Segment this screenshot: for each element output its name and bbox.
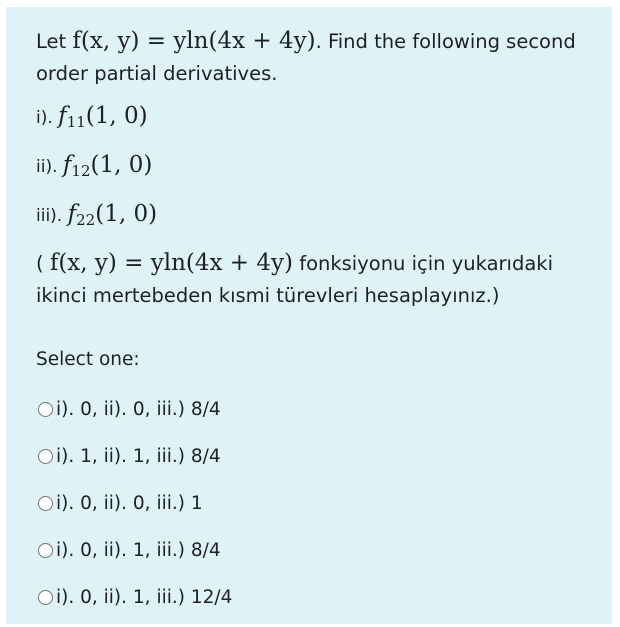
question-intro: Let f(x, y) = yln(4x + 4y). Find the following second order partial derivatives. (36, 28, 576, 85)
question-turkish: ( f(x, y) = yln(4x + 4y) fonksiyonu için yukarıdaki ikinci mertebeden kısmi türevleri hesaplayınız.) (36, 250, 553, 307)
answer-option-5[interactable] (36, 574, 592, 621)
function-definition: f(x, y) = yln(4x + 4y) (72, 28, 316, 54)
answer-option-2[interactable] (36, 433, 592, 480)
radio-button-icon[interactable] (38, 402, 53, 417)
radio-button-icon[interactable] (38, 496, 53, 511)
item-iii: iii). $f_{22}(1$, 0) (36, 201, 158, 229)
answer-option-label[interactable]: i). 0, ii). 0, iii.) 1 (56, 493, 203, 514)
answer-options (36, 386, 592, 621)
answer-option-label[interactable]: i). 0, ii). 1, iii.) 12/4 (56, 587, 233, 608)
answer-option-label[interactable]: i). 0, ii). 0, iii.) 8/4 (56, 399, 221, 420)
answer-option-label[interactable]: i). 0, ii). 1, iii.) 8/4 (56, 540, 221, 561)
answer-option-1[interactable] (36, 386, 592, 433)
question-panel (6, 7, 612, 624)
radio-button-icon[interactable] (38, 590, 53, 605)
item-i: i). $f_{11}(1$, 0) (36, 103, 148, 131)
radio-button-icon[interactable] (38, 449, 53, 464)
answer-option-3[interactable] (36, 480, 592, 527)
answer-option-label[interactable]: i). 1, ii). 1, iii.) 8/4 (56, 446, 221, 467)
radio-button-icon[interactable] (38, 543, 53, 558)
function-definition-turkish: f(x, y) = yln(4x + 4y) (49, 250, 293, 276)
select-one-prompt: Select one: (36, 349, 140, 370)
item-ii: ii). $f_{12}(1$, 0) (36, 152, 153, 180)
answer-option-4[interactable] (36, 527, 592, 574)
